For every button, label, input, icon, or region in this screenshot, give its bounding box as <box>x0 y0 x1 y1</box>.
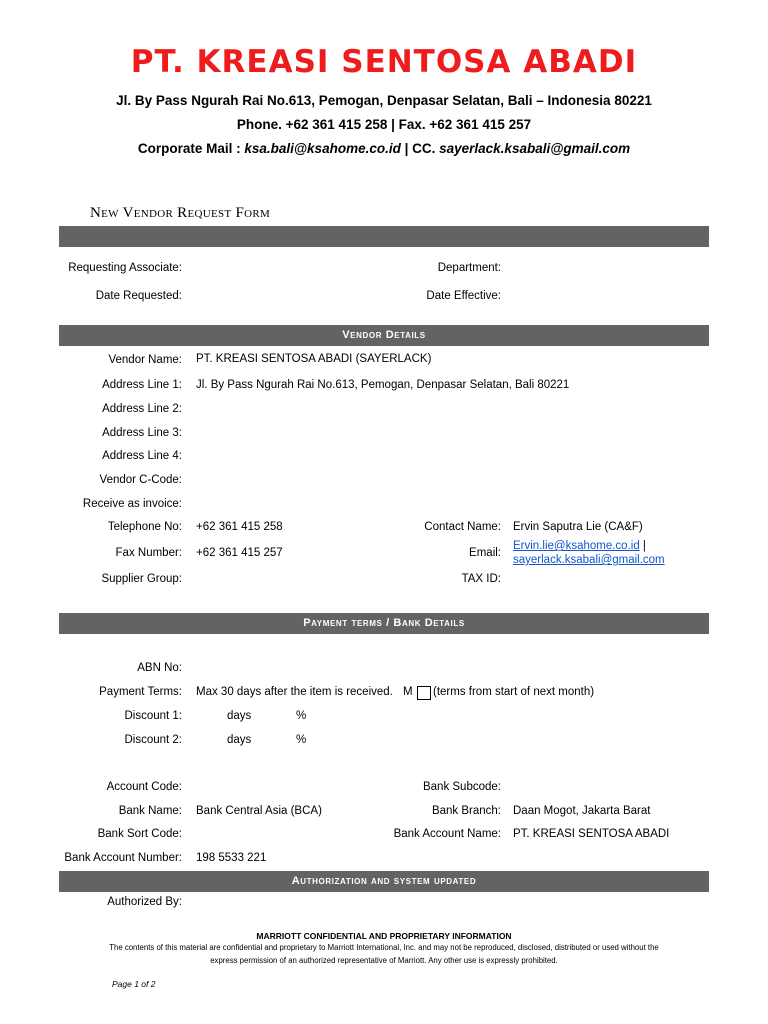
confidential-title: MARRIOTT CONFIDENTIAL AND PROPRIETARY INFORMATION <box>256 931 512 941</box>
vendor-details-bar: Vendor Details <box>59 325 709 346</box>
abn-label: ABN No: <box>137 662 182 674</box>
mail-prefix: Corporate Mail : <box>137 141 245 156</box>
email-value-2 <box>513 554 665 566</box>
authorization-bar: Authorization and system updated <box>59 871 709 892</box>
address-line-1-label: Address Line 1: <box>102 379 182 391</box>
bank-sort-code-label: Bank Sort Code: <box>97 828 182 840</box>
telephone-label: Telephone No: <box>107 521 182 533</box>
discount-2-label: Discount 2: <box>124 734 182 746</box>
account-code-label: Account Code: <box>106 781 182 793</box>
mail-separator: | CC. <box>400 141 440 156</box>
discount-2-percent: % <box>296 734 307 746</box>
bank-name-value: Bank Central Asia (BCA) <box>196 805 322 817</box>
header-bar <box>59 226 709 247</box>
company-address: Jl. By Pass Ngurah Rai No.613, Pemogan, Denpasar Selatan, Bali – Indonesia 80221 <box>116 93 652 108</box>
payment-terms-value: Max 30 days after the item is received. <box>196 686 393 698</box>
authorized-by-label: Authorized By: <box>107 896 182 908</box>
vendor-c-code-label: Vendor C-Code: <box>99 474 182 486</box>
company-name: PT. KREASI SENTOSA ABADI <box>130 44 638 80</box>
date-effective-label: Date Effective: <box>426 290 501 302</box>
vendor-name-label: Vendor Name: <box>108 354 182 366</box>
receive-as-invoice-label: Receive as invoice: <box>82 498 182 510</box>
email-link-2[interactable]: sayerlack.ksabali@gmail.com <box>513 554 665 566</box>
department-label: Department: <box>437 262 501 274</box>
month-terms-checkbox[interactable] <box>417 686 431 700</box>
date-requested-label: Date Requested: <box>95 290 182 302</box>
company-mail <box>0 141 768 156</box>
confidential-line-2: express permission of an authorized representative of Marriott. Any other use is expressly prohibited. <box>210 956 558 965</box>
email-link-1[interactable]: Ervin.lie@ksahome.co.id <box>513 540 640 552</box>
email-separator: | <box>639 540 646 552</box>
supplier-group-label: Supplier Group: <box>101 573 182 585</box>
vendor-name-value: PT. KREASI SENTOSA ABADI (SAYERLACK) <box>196 353 432 365</box>
confidential-line-1: The contents of this material are confidential and proprietary to Marriott International, Inc. and may not be reproduced, disclosed, distributed or used without the <box>109 943 659 952</box>
fax-value: +62 361 415 257 <box>196 547 283 559</box>
month-terms-note: (terms from start of next month) <box>433 686 595 698</box>
address-line-3-label: Address Line 3: <box>102 427 182 439</box>
discount-2-days: days <box>227 734 252 746</box>
mail-cc: sayerlack.ksabali@gmail.com <box>439 141 631 156</box>
bank-name-label: Bank Name: <box>118 805 182 817</box>
bank-account-number-value: 198 5533 221 <box>196 852 267 864</box>
bank-account-name-label: Bank Account Name: <box>393 828 501 840</box>
contact-name-label: Contact Name: <box>424 521 501 533</box>
discount-1-percent: % <box>296 710 307 722</box>
form-title: New Vendor Request Form <box>90 205 271 221</box>
mail-main: ksa.bali@ksahome.co.id <box>244 141 401 156</box>
month-flag-label: M <box>403 686 413 698</box>
company-phone: Phone. +62 361 415 258 | Fax. +62 361 415 257 <box>236 117 532 132</box>
bank-branch-label: Bank Branch: <box>431 805 501 817</box>
address-line-2-label: Address Line 2: <box>102 403 182 415</box>
payment-bank-bar: Payment terms / Bank Details <box>59 613 709 634</box>
bank-account-number-label: Bank Account Number: <box>64 852 182 864</box>
fax-label: Fax Number: <box>115 547 182 559</box>
discount-1-label: Discount 1: <box>124 710 182 722</box>
page-number: Page 1 of 2 <box>112 979 156 989</box>
discount-1-days: days <box>227 710 252 722</box>
address-line-1-value: Jl. By Pass Ngurah Rai No.613, Pemogan, Denpasar Selatan, Bali 80221 <box>196 379 570 391</box>
bank-subcode-label: Bank Subcode: <box>422 781 501 793</box>
tax-id-label: TAX ID: <box>461 573 501 585</box>
requesting-associate-label: Requesting Associate: <box>68 262 182 274</box>
email-label: Email: <box>469 547 501 559</box>
bank-branch-value: Daan Mogot, Jakarta Barat <box>513 805 651 817</box>
address-line-4-label: Address Line 4: <box>102 450 182 462</box>
payment-terms-label: Payment Terms: <box>99 686 182 698</box>
contact-name-value: Ervin Saputra Lie (CA&F) <box>513 521 643 533</box>
bank-account-name-value: PT. KREASI SENTOSA ABADI <box>513 828 670 840</box>
email-value-1 <box>513 540 646 552</box>
telephone-value: +62 361 415 258 <box>196 521 283 533</box>
